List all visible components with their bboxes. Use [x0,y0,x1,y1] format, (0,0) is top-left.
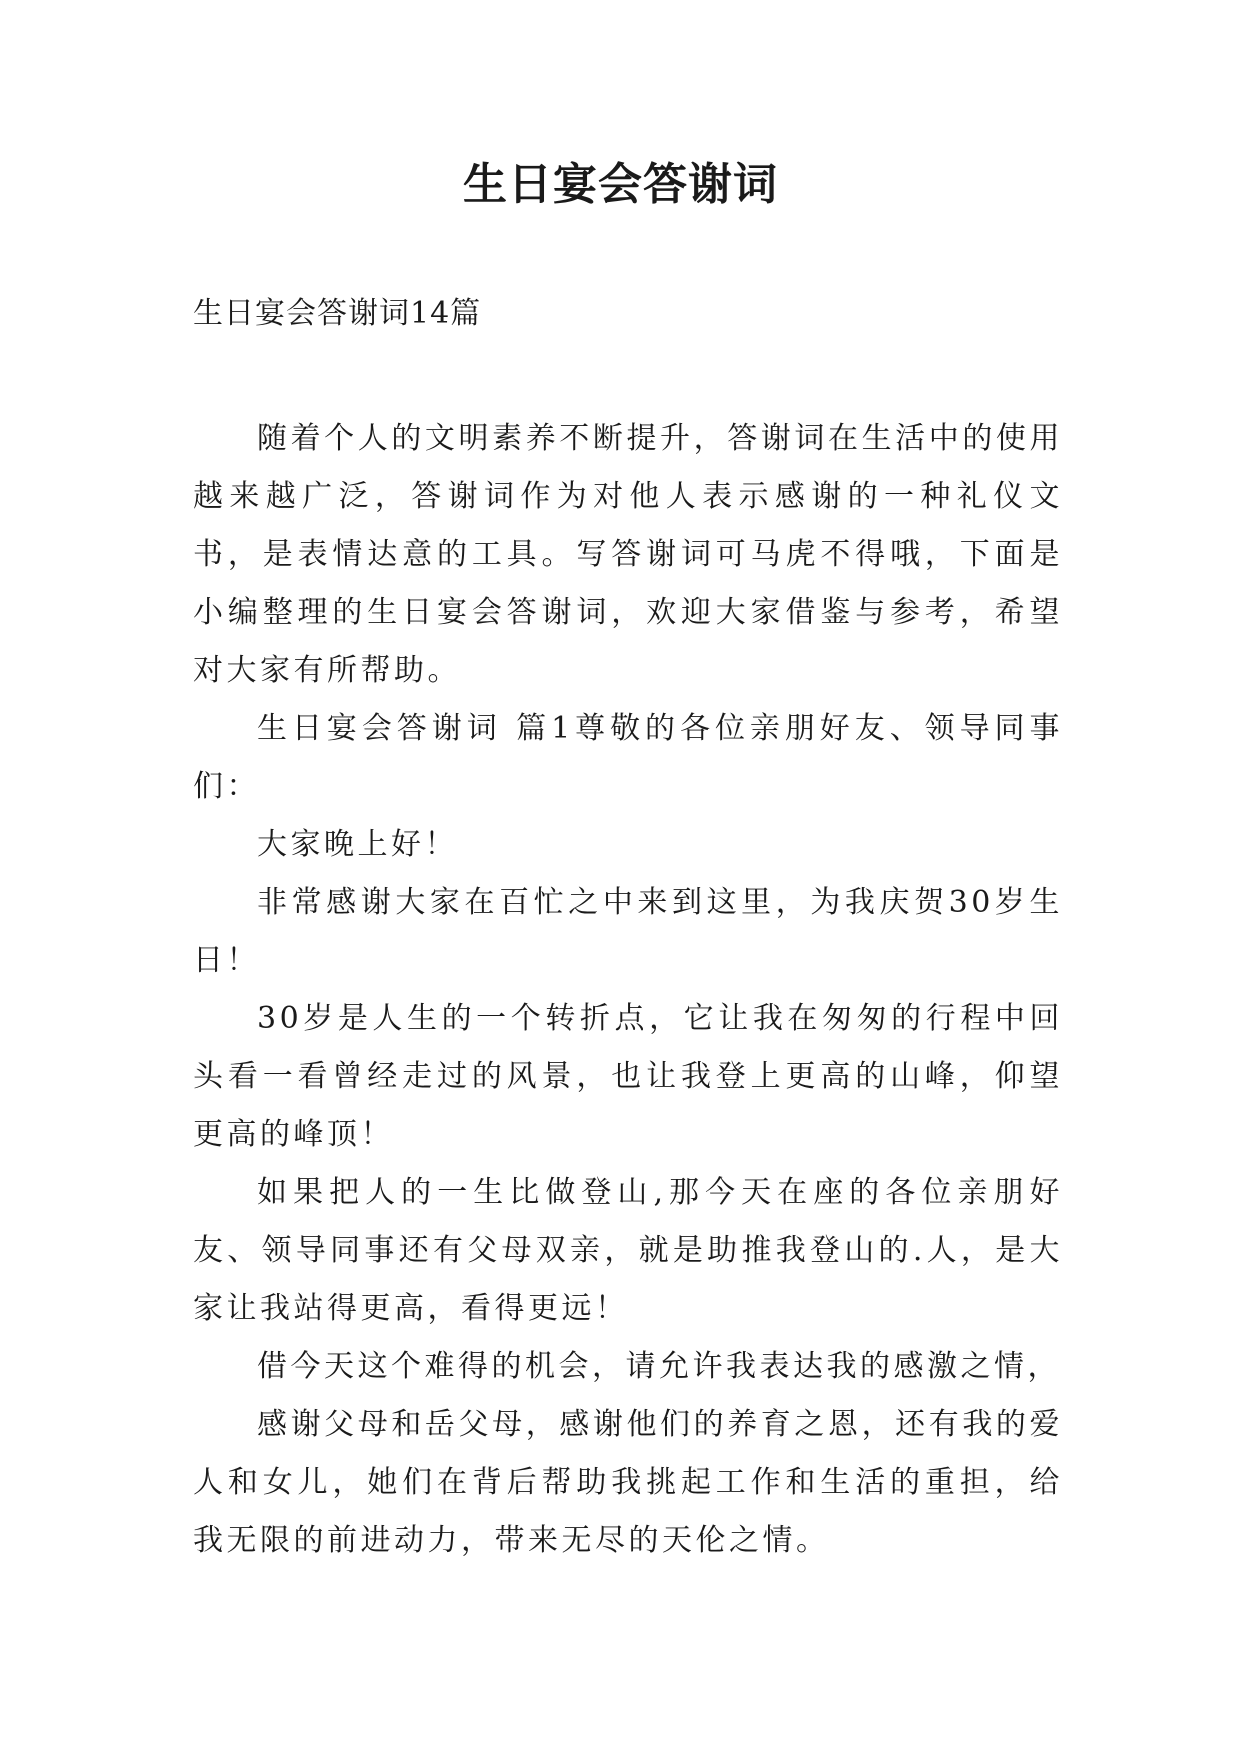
paragraph-salutation: 生日宴会答谢词 篇1尊敬的各位亲朋好友、领导同事们： [193,711,1063,804]
paragraph-mountain: 如果把人的一生比做登山,那今天在座的各位亲朋好友、领导同事还有父母双亲，就是助推我登山的.人，是大家让我站得更高，看得更远！ [193,1175,1063,1326]
paragraph-milestone: 30岁是人生的一个转折点，它让我在匆匆的行程中回头看一看曾经走过的风景，也让我登上更高的山峰，仰望更高的峰顶！ [193,1001,1063,1152]
document-subtitle: 生日宴会答谢词14篇 [193,296,482,331]
document-body [193,410,1063,1570]
paragraph-gratitude: 借今天这个难得的机会，请允许我表达我的感激之情， [257,1349,1061,1384]
paragraph-thanks: 非常感谢大家在百忙之中来到这里，为我庆贺30岁生日！ [193,885,1063,978]
document-title: 生日宴会答谢词 [463,159,778,210]
paragraph-family: 感谢父母和岳父母，感谢他们的养育之恩，还有我的爱人和女儿，她们在背后帮助我挑起工作和生活的重担，给我无限的前进动力，带来无尽的天伦之情。 [193,1407,1063,1558]
paragraph-intro: 随着个人的文明素养不断提升，答谢词在生活中的使用越来越广泛，答谢词作为对他人表示感谢的一种礼仪文书，是表情达意的工具。写答谢词可马虎不得哦，下面是小编整理的生日宴会答谢词，欢迎大家借鉴与参考，希望对大家有所帮助。 [193,421,1063,688]
paragraph-greeting: 大家晚上好！ [257,827,458,862]
